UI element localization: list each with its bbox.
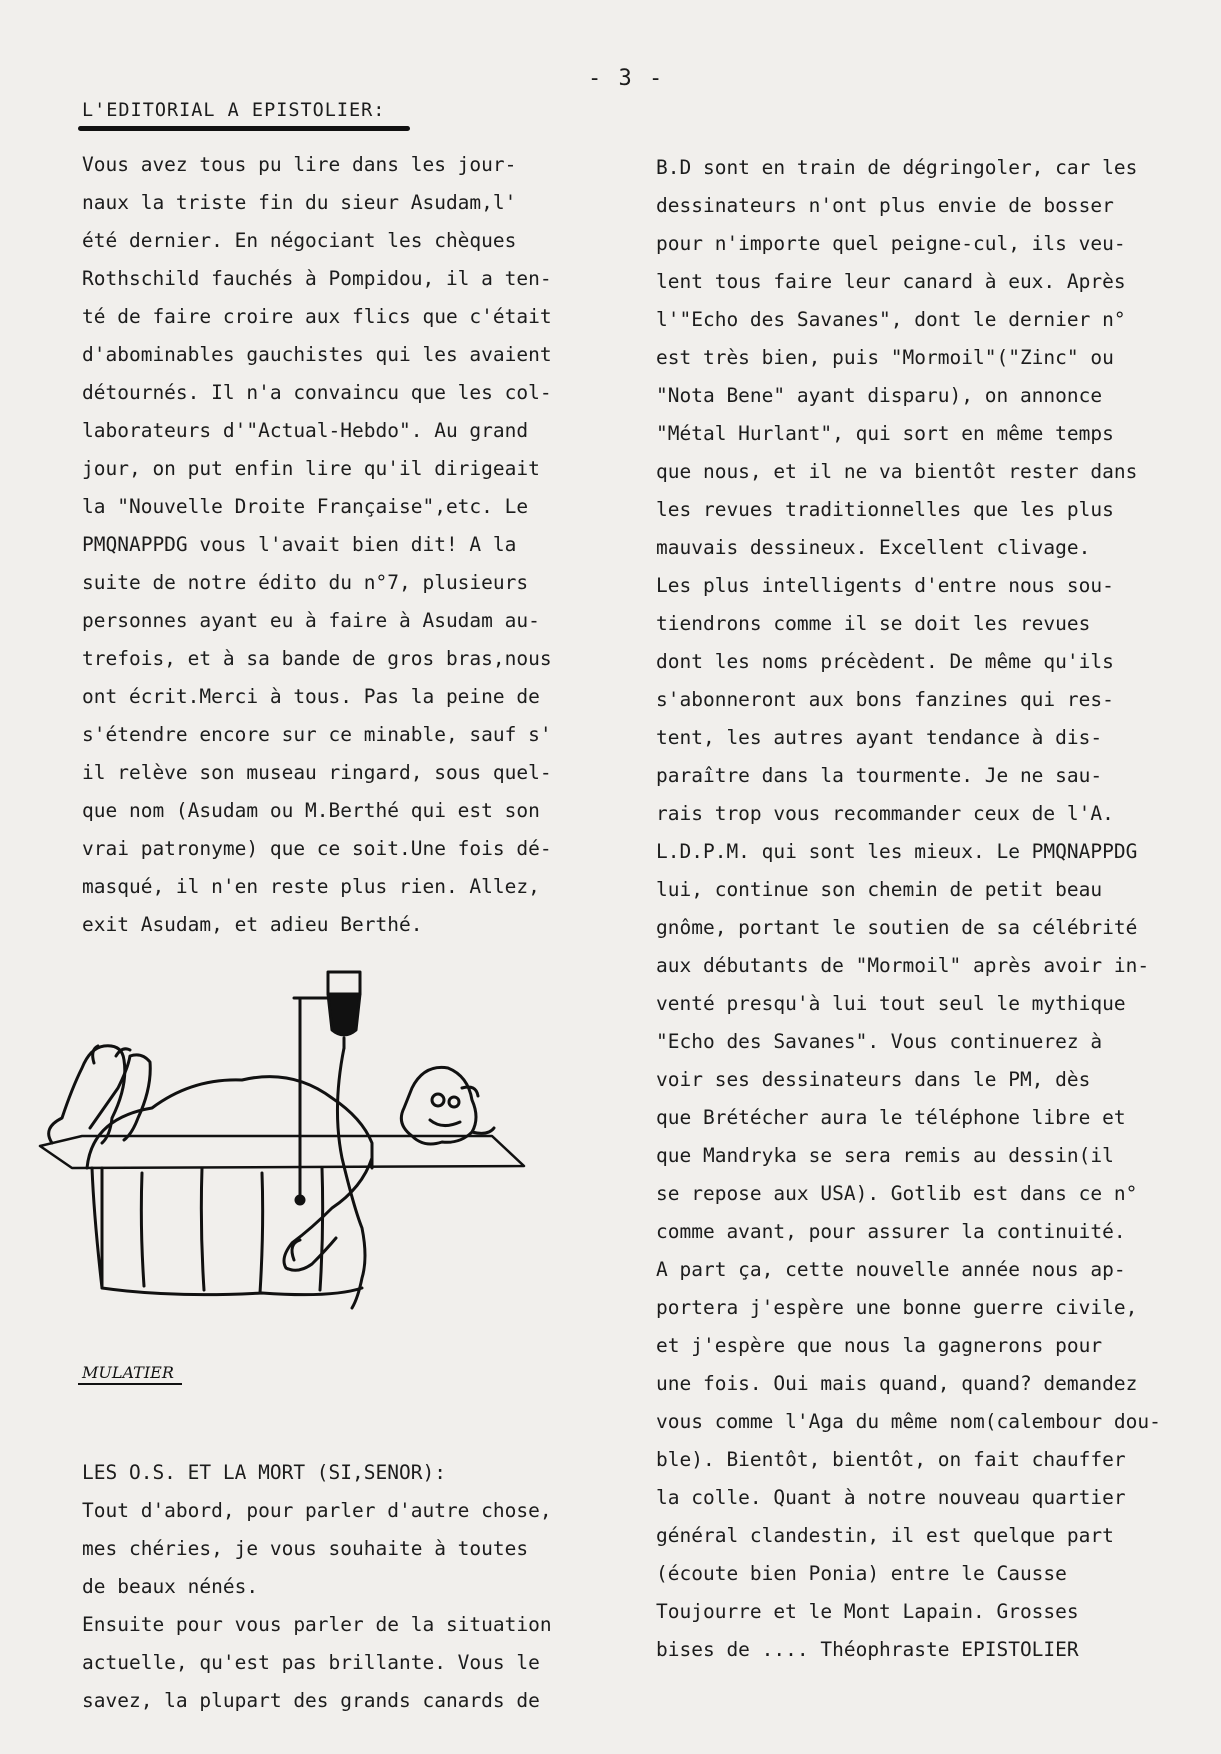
text-line: A part ça, cette nouvelle année nous ap- bbox=[656, 1258, 1126, 1281]
text-line: Ensuite pour vous parler de la situation bbox=[82, 1613, 552, 1636]
text-line: Tout d'abord, pour parler d'autre chose, bbox=[82, 1499, 552, 1522]
text-line: laborateurs d'"Actual-Hebdo". Au grand bbox=[82, 419, 529, 442]
text-line: mes chéries, je vous souhaite à toutes bbox=[82, 1537, 529, 1560]
text-line: lent tous faire leur canard à eux. Après bbox=[656, 270, 1126, 293]
text-line: bises de .... Théophraste EPISTOLIER bbox=[656, 1638, 1079, 1661]
text-line: té de faire croire aux flics que c'était bbox=[82, 305, 552, 328]
text-line: (écoute bien Ponia) entre le Causse bbox=[656, 1562, 1067, 1585]
text-line: une fois. Oui mais quand, quand? demandez bbox=[656, 1372, 1138, 1395]
right-column-text bbox=[656, 149, 1161, 1669]
text-line: paraître dans la tourmente. Je ne sau- bbox=[656, 764, 1103, 787]
text-line: tent, les autres ayant tendance à dis- bbox=[656, 726, 1103, 749]
text-line: vous comme l'Aga du même nom(calembour dou- bbox=[656, 1410, 1161, 1433]
artist-signature: MULATIER bbox=[82, 1363, 174, 1382]
text-line: actuelle, qu'est pas brillante. Vous le bbox=[82, 1651, 540, 1674]
text-line: que Mandryka se sera remis au dessin(il bbox=[656, 1144, 1114, 1167]
text-line: "Echo des Savanes". Vous continuerez à bbox=[656, 1030, 1103, 1053]
text-line: l'"Echo des Savanes", dont le dernier n° bbox=[656, 308, 1126, 331]
text-line: tiendrons comme il se doit les revues bbox=[656, 612, 1091, 635]
text-line: L.D.P.M. qui sont les mieux. Le PMQNAPPDG bbox=[656, 840, 1138, 863]
text-line: ble). Bientôt, bientôt, on fait chauffer bbox=[656, 1448, 1126, 1471]
text-line: voir ses dessinateurs dans le PM, dès bbox=[656, 1068, 1091, 1091]
text-line: rais trop vous recommander ceux de l'A. bbox=[656, 802, 1114, 825]
os-section-title: LES O.S. ET LA MORT (SI,SENOR): bbox=[82, 1461, 446, 1484]
text-line: s'abonneront aux bons fanzines qui res- bbox=[656, 688, 1114, 711]
text-line: il relève son museau ringard, sous quel- bbox=[82, 761, 552, 784]
page-number: - 3 - bbox=[588, 66, 665, 91]
text-line: et j'espère que nous la gagnerons pour bbox=[656, 1334, 1103, 1357]
text-line: Toujourre et le Mont Lapain. Grosses bbox=[656, 1600, 1079, 1623]
text-line: portera j'espère une bonne guerre civile, bbox=[656, 1296, 1138, 1319]
text-line: la "Nouvelle Droite Française",etc. Le bbox=[82, 495, 529, 518]
text-line: Rothschild fauchés à Pompidou, il a ten- bbox=[82, 267, 552, 290]
text-line: vrai patronyme) que ce soit.Une fois dé- bbox=[82, 837, 552, 860]
text-line: général clandestin, il est quelque part bbox=[656, 1524, 1114, 1547]
text-line: dessinateurs n'ont plus envie de bosser bbox=[656, 194, 1114, 217]
text-line: personnes ayant eu à faire à Asudam au- bbox=[82, 609, 540, 632]
text-line: trefois, et à sa bande de gros bras,nous bbox=[82, 647, 552, 670]
text-line: ont écrit.Merci à tous. Pas la peine de bbox=[82, 685, 540, 708]
text-line: la colle. Quant à notre nouveau quartier bbox=[656, 1486, 1126, 1509]
text-line: Vous avez tous pu lire dans les jour- bbox=[82, 153, 517, 176]
text-line: est très bien, puis "Mormoil"("Zinc" ou bbox=[656, 346, 1114, 369]
text-line: exit Asudam, et adieu Berthé. bbox=[82, 913, 423, 936]
text-line: gnôme, portant le soutien de sa célébrité bbox=[656, 916, 1138, 939]
text-line: masqué, il n'en reste plus rien. Allez, bbox=[82, 875, 540, 898]
text-line: jour, on put enfin lire qu'il dirigeait bbox=[82, 457, 540, 480]
text-line: venté presqu'à lui tout seul le mythique bbox=[656, 992, 1126, 1015]
text-line: détournés. Il n'a convaincu que les col- bbox=[82, 381, 552, 404]
text-line: que nom (Asudam ou M.Berthé qui est son bbox=[82, 799, 540, 822]
os-section-text bbox=[82, 1492, 552, 1720]
text-line: pour n'importe quel peigne-cul, ils veu- bbox=[656, 232, 1126, 255]
text-line: les revues traditionnelles que les plus bbox=[656, 498, 1114, 521]
text-line: PMQNAPPDG vous l'avait bien dit! A la bbox=[82, 533, 517, 556]
cartoon-illustration bbox=[32, 968, 552, 1408]
text-line: "Métal Hurlant", qui sort en même temps bbox=[656, 422, 1114, 445]
text-line: naux la triste fin du sieur Asudam,l' bbox=[82, 191, 517, 214]
text-line: savez, la plupart des grands canards de bbox=[82, 1689, 540, 1712]
editorial-text bbox=[82, 146, 552, 944]
text-line: comme avant, pour assurer la continuité. bbox=[656, 1220, 1126, 1243]
text-line: été dernier. En négociant les chèques bbox=[82, 229, 517, 252]
text-line: lui, continue son chemin de petit beau bbox=[656, 878, 1103, 901]
text-line: d'abominables gauchistes qui les avaient bbox=[82, 343, 552, 366]
text-line: de beaux nénés. bbox=[82, 1575, 259, 1598]
text-line: dont les noms précèdent. De même qu'ils bbox=[656, 650, 1114, 673]
text-line: aux débutants de "Mormoil" après avoir in- bbox=[656, 954, 1150, 977]
text-line: "Nota Bene" ayant disparu), on annonce bbox=[656, 384, 1103, 407]
text-line: s'étendre encore sur ce minable, sauf s' bbox=[82, 723, 552, 746]
text-line: B.D sont en train de dégringoler, car les bbox=[656, 156, 1138, 179]
text-line: Les plus intelligents d'entre nous sou- bbox=[656, 574, 1114, 597]
title-underline bbox=[78, 126, 410, 131]
editorial-title: L'EDITORIAL A EPISTOLIER: bbox=[82, 100, 386, 121]
text-line: suite de notre édito du n°7, plusieurs bbox=[82, 571, 529, 594]
text-line: que Brétécher aura le téléphone libre et bbox=[656, 1106, 1126, 1129]
text-line: mauvais dessineux. Excellent clivage. bbox=[656, 536, 1091, 559]
text-line: que nous, et il ne va bientôt rester dans bbox=[656, 460, 1138, 483]
text-line: se repose aux USA). Gotlib est dans ce n° bbox=[656, 1182, 1138, 1205]
